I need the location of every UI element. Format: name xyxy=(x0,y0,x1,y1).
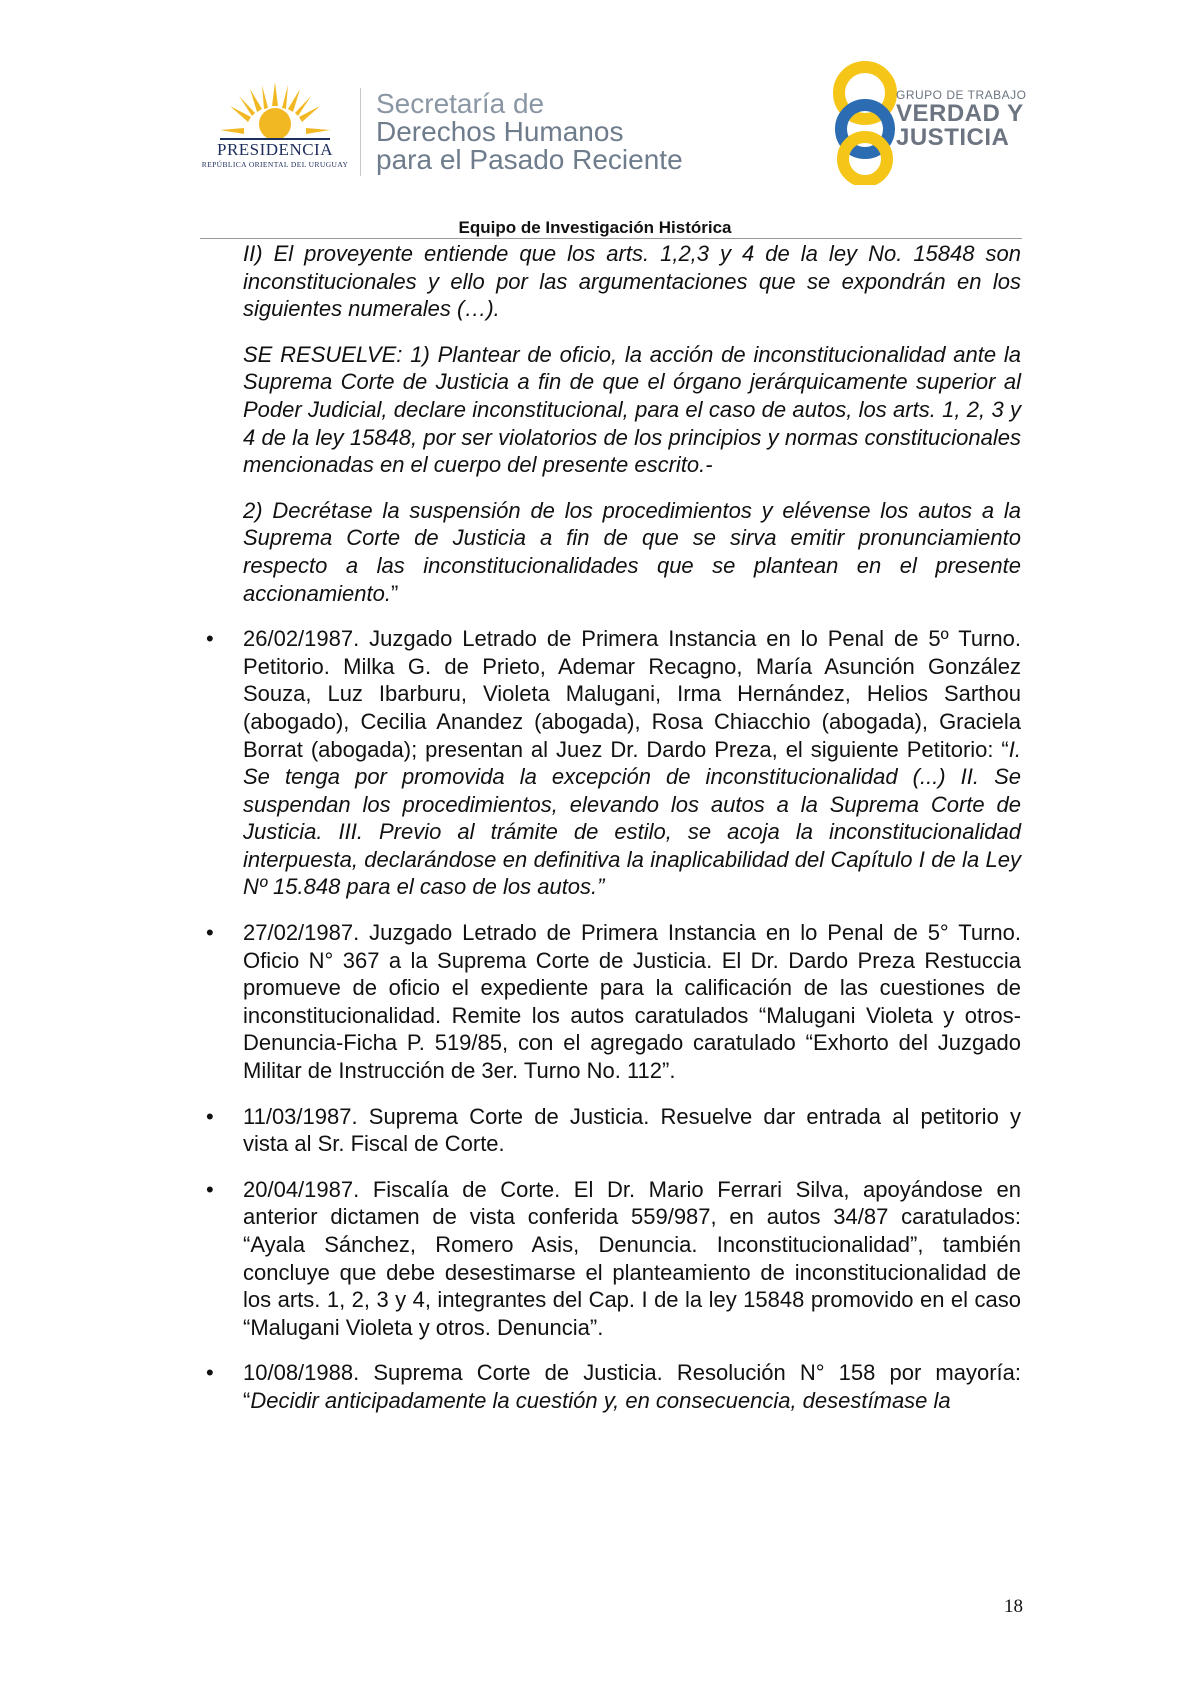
page-number: 18 xyxy=(1004,1596,1023,1617)
list-item-text: 11/03/1987. Suprema Corte de Justicia. Resuelve dar entrada al petitorio y vista al Sr. Fiscal de Corte. xyxy=(243,1103,1021,1157)
gtv-line-2: VERDAD Y xyxy=(896,100,1024,127)
list-item-text: 26/02/1987. Juzgado Letrado de Primera Instancia en lo Penal de 5º Turno. Petitorio. Milka G. de Prieto, Ademar Recagno, María Asunción González Souza, Luz Ibarburu, Violeta Malugani, Irma Hernández, Helios Sarthou (abogado), Cecilia Anandez (abogada), Rosa Chiacchio (abogada), Graciela Borrat (abogada); presentan al Juez Dr. Dardo Preza, el siguiente Petitorio: “ xyxy=(243,626,1021,762)
gtv-line-1: GRUPO DE TRABAJO xyxy=(896,88,1027,102)
list-item xyxy=(206,1176,1021,1342)
logo-divider xyxy=(360,88,361,176)
list-item xyxy=(206,1359,1021,1414)
quote-paragraph-3-text: 2) Decrétase la suspensión de los procedimientos y elévense los autos a la Suprema Corte de Justicia a fin de que se sirva emitir pronunciamiento respecto a las inconstitucionalidades que se plantean en el presente accionamiento. xyxy=(243,497,1021,606)
presidencia-name: PRESIDENCIA xyxy=(216,140,333,159)
secretaria-line-3: para el Pasado Reciente xyxy=(376,144,683,175)
list-item xyxy=(206,1103,1021,1158)
bullet-icon: • xyxy=(206,1103,214,1129)
list-item xyxy=(206,625,1021,901)
presidencia-logo xyxy=(195,80,355,180)
secretaria-line-2: Derechos Humanos xyxy=(376,116,624,147)
list-item-quote: Decidir anticipadamente la cuestión y, en consecuencia, desestímase la xyxy=(250,1387,951,1413)
quote-paragraph-3 xyxy=(243,497,1021,607)
secretaria-title xyxy=(376,90,683,174)
quote-paragraph-3-close: ” xyxy=(390,580,399,606)
bullet-icon: • xyxy=(206,1360,214,1386)
document-body xyxy=(206,240,1021,1433)
list-item-text: 20/04/1987. Fiscalía de Corte. El Dr. Mario Ferrari Silva, apoyándose en anterior dictamen de vista conferida 559/987, en autos 34/87 caratulados: “Ayala Sánchez, Romero Asis, Denuncia. Inconstitucionalidad”, también concluye que debe desestimarse el planteamiento de inconstitucionalidad de los arts. 1, 2, 3 y 4, integrantes del Cap. I de la ley 15848 promovido en el caso “Malugani Violeta y otros. Denuncia”. xyxy=(243,1176,1021,1340)
bullet-icon: • xyxy=(206,920,214,946)
gtv-wordmark xyxy=(896,88,1026,150)
header-rule xyxy=(200,238,1022,239)
quote-paragraph-2: SE RESUELVE: 1) Plantear de oficio, la acción de inconstitucionalidad ante la Suprema Corte de Justicia a fin de que el órgano jerárquicamente superior al Poder Judicial, declare inconstitucional, para el caso de autos, los arts. 1, 2, 3 y 4 de la ley 15848, por ser violatorios de los principios y normas constitucionales mencionadas en el cuerpo del presente escrito.- xyxy=(243,341,1021,478)
gtv-line-3: JUSTICIA xyxy=(896,124,1010,151)
department-title: Equipo de Investigación Histórica xyxy=(458,218,732,237)
quote-paragraph-1: II) El proveyente entiende que los arts. 1,2,3 y 4 de la ley No. 15848 son inconstitucionales y ello por las argumentaciones que se expondrán en los siguientes numerales (…). xyxy=(243,241,1021,322)
bullet-icon: • xyxy=(206,626,214,652)
sun-icon xyxy=(220,80,330,142)
list-item xyxy=(206,919,1021,1085)
page-header xyxy=(0,0,1190,250)
chronology-list xyxy=(206,625,1021,1414)
list-item-text: 10/08/1988. Suprema Corte de Justicia. Resolución N° 158 por mayoría: “ xyxy=(243,1360,1021,1413)
presidencia-subtitle: REPÚBLICA ORIENTAL DEL URUGUAY xyxy=(201,160,349,169)
secretaria-line-1: Secretaría de xyxy=(376,88,545,119)
bullet-icon: • xyxy=(206,1176,214,1202)
list-item-quote: I. Se tenga por promovida la excepción de inconstitucionalidad (...) II. Se suspendan los procedimientos, elevando los autos a la Suprema Corte de Justicia. III. Previo al trámite de estilo, se acoja la inconstitucionalidad interpuesta, declarándose en definitiva la inaplicabilidad del Capítulo I de la Ley Nº 15.848 para el caso de los autos.” xyxy=(243,736,1021,900)
list-item-text: 27/02/1987. Juzgado Letrado de Primera Instancia en lo Penal de 5° Turno. Oficio N° 367 a la Suprema Corte de Justicia. El Dr. Dardo Preza Restuccia promueve de oficio el expediente para la calificación de las cuestiones de inconstitucionalidad. Remite los autos caratulados “Malugani Violeta y otros-Denuncia-Ficha P. 519/85, con el agregado caratulado “Exhorto del Juzgado Militar de Instrucción de 3er. Turno No. 112”. xyxy=(243,920,1021,1084)
